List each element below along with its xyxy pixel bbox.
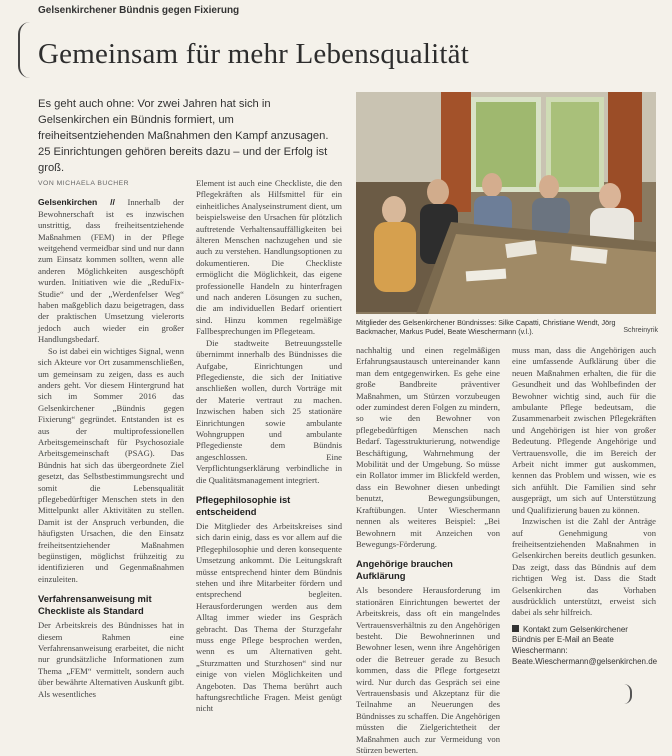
article-photo bbox=[356, 92, 656, 314]
text-column-4 bbox=[512, 345, 656, 667]
kicker: Gelsenkirchener Bündnis gegen Fixierung bbox=[38, 5, 240, 16]
subheading: Angehörige brauchen Aufklärung bbox=[356, 558, 453, 582]
contact-text: Kontakt zum Gelsenkirchener Bündnis per E-Mail an Beate Wieschermann: Beate.Wieschermann@gelsenkirchen.de bbox=[512, 624, 658, 666]
subheading: Verfahrensanweisung mit Checkliste als Standard bbox=[38, 593, 152, 617]
paragraph: Inzwischen ist die Zahl der Anträge auf Genehmigung von freiheitsentziehenden Maßnahmen in Gelsenkirchen bereits deutlich gesunken. Das zeigt, dass das Bündnis auf dem richtigen Weg ist. Dass die Stadt Gelsenkirchen das Vorhaben ausdrücklich unterstützt, erweist sich dabei als sehr hilfreich. bbox=[512, 516, 656, 618]
end-bracket bbox=[622, 684, 632, 704]
paragraph: Die Mitglieder des Arbeitskreises sind sich darin einig, dass es vor allem auf die Pflegephilosophie und deren konsequente Umsetzung ankommt. Die Leitungskraft müsse entsprechend hinter dem Bündnis stehen und ihre Mitarbeiter fördern und entsprechend begleiten. Herausforderungen werden aus dem Alltag immer wieder ins Gespräch gebracht. Das Thema der Sturzgefahr muss enge Pflege besprochen werden, wenn es um Alternativen geht. „Sturzmatten und Sturzhosen“ sind nur einige von vielen Möglichkeiten und Angeboten. Das Thema berührt auch haftungsrechtliche Fragen. Meist genügt nicht bbox=[196, 520, 342, 714]
paragraph: Als besondere Herausforderung im stationären Einrichtungen bewertet der Arbeitskreis, dass oft ein mangelndes Vertrauensverhältnis zu den Angehörigen besteht. Die Bewohnerinnen und Bewohner lesen, wenn ihre Angehörigen oder die Betreuer gerade zu Besuch kommen, dass die Pflege fortgesetzt wird. Nur durch das Gespräch sei eine Vertrauensbasis und Akzeptanz für die Teilnahme an Neuerungen des Bündnisses zu schaffen. Die Angehörigen müssten die Zielgerichtetheit der Maßnahmen auch zur Vermeidung von Stürzen bewerten. bbox=[356, 585, 500, 755]
paragraph bbox=[38, 197, 184, 345]
contact-info bbox=[512, 625, 656, 667]
paragraph: Der Arbeitskreis des Bündnisses hat in diesem Rahmen eine Verfahrensanweisung erarbeitet, die nicht nur grundsätzliche Informationen zum Thema „FEM“ vermittelt, sondern auch über bewährte Alternativen Auskunft gibt. Als wesentliches bbox=[38, 620, 184, 699]
paragraph: Die stadtweite Betreuungsstelle übernimmt innerhalb des Bündnisses die Aufgabe, Einrichtungen und Pflegedienste, die sich der Initiative anschließen wollen, durch Vorträge mit der Materie vertraut zu machen. Inzwischen haben sich 25 stationäre Einrichtungen sowie ambulante Wohngruppen und ambulante Pflegedienste dem Bündnis angeschlossen. Eine Verpflichtungserklärung verbindliche in die Qualitätsmanagement integriert. bbox=[196, 337, 342, 485]
text-column-1 bbox=[38, 178, 184, 700]
photo-credit: Schreinyrik bbox=[623, 327, 658, 334]
byline: VON MICHAELA BUCHER bbox=[38, 180, 130, 187]
paragraph: nachhaltig und einen regelmäßigen Erfahrungsaustausch untereinander kann man dem entgegenwirken. Es gehe eine große Bandbreite präventiver Maßnahmen, um Stürzen vorzubeugen oder zumindest deren Folgen zu mindern, so wie den Bewohner von pflegebedürftigen Menschen nach Bedarf. Tagesstrukturierung, notwendige Beschäftigung, Wahrnehmung der Mobilität und der Umgebung. So müsse ein Rollator immer im Blickfeld werden, dass ein Bewohner diesen unbedingt benutzt, Bewegungsübungen, Kraftübungen. Unter Wieschermann nennen als weiteres Beispiel: „Bei Bewohnern mit Anzeichen von Bewegungs-Förderung. bbox=[356, 345, 500, 549]
meeting-photo-image bbox=[356, 92, 656, 314]
square-bullet-icon bbox=[512, 625, 519, 632]
text-column-2 bbox=[196, 178, 342, 715]
subheading: Pflegephilosophie ist entscheidend bbox=[196, 493, 291, 517]
photo-caption: Mitglieder des Gelsenkirchener Bündnisses: Silke Capatti, Christiane Wendt, Jörg Backmacher, Markus Pudel, Beate Wieschermann (v.l.). bbox=[356, 318, 616, 336]
paragraph: muss man, dass die Angehörigen auch eine umfassende Aufklärung über die neuen Maßnahmen erhalten, die für die Gesundheit und das Wohlbefinden der Bewohner wichtig sind, auch für die ambulante Pflege bedeutsam, die Zusammenarbeit zwischen Pflegekräften und Angehörigen ist hier von großer Bedeutung. Pflegende Angehörige und Vertrauensvolle, die im Bereich der Arbeit nicht immer gut auskommen, kennen das Problem und wissen, wie es sich anfühlt. Die Familien sind sehr ausgeprägt, um sich auf Unterstützung und Qualifizierung bauen zu können. bbox=[512, 345, 656, 515]
headline-bracket bbox=[18, 22, 34, 78]
paragraph: So ist dabei ein wichtiges Signal, wenn sich Akteure vor Ort zusammenschließen, um gemeinsam zu zeigen, dass es auch anders geht. Vor diesem Hintergrund hat sich im Sommer 2016 das Gelsenkirchener „Bündnis gegen Fixierung“ gegründet. Entstanden ist es aus der multiprofessionellen Arbeitsgemeinschaft für Psychosoziale Arbeitsgemeinschaft (PSAG). Das Bündnis hat sich das übergeordnete Ziel gesetzt, das Selbstbestimmungsrecht und somit die Lebensqualität pflegebedürftiger Menschen stets in den Mittelpunkt aller Aktivitäten zu stellen. Damit ist der Anspruch verbunden, die häufigsten Ursachen, die den Einsatz freiheitsentziehender Maßnahmen begünstigen, möglichst frühzeitig zu identifizieren und Gegenmaßnahmen einzuleiten. bbox=[38, 345, 184, 584]
text-column-3 bbox=[356, 345, 500, 756]
headline: Gemeinsam für mehr Lebensqualität bbox=[38, 38, 469, 70]
paragraph-text: Innerhalb der Bewohnerschaft ist es inzwischen unstrittig, dass freiheitsentziehende Maßnahmen (FEM) in der Pflege weitgehend vermeidbar sind und nur dann zum Einsatz kommen sollten, wenn alle anderen Möglichkeiten ausgeschöpft wurden. Initiativen wie die „ReduFix-Studie“ und der „Werdenfelser Weg“ haben maßgeblich dazu beigetragen, dass der praktischen Umsetzung vielerorts jedoch auch wieder ein großer Handlungsbedarf. bbox=[38, 197, 184, 345]
dateline: Gelsenkirchen // bbox=[38, 197, 115, 208]
lead-paragraph: Es geht auch ohne: Vor zwei Jahren hat sich in Gelsenkirchen ein Bündnis formiert, um freiheitsentziehenden Maßnahmen den Kampf anzusagen. 25 Einrichtungen gehören bereits dazu – und der Erfolg ist groß. bbox=[38, 98, 329, 174]
paragraph: Element ist auch eine Checkliste, die den Pflegekräften als Hilfsmittel für ein einheitliches Analyseinstrument dient, um beispielsweise den Ursachen für plötzlich auftretende Verhaltensauffälligkeiten bei älteren Menschen nachzugehen und sie auch zu verstehen. Handlungsoptionen zu dokumentieren. Die Checkliste ermöglicht die Möglichkeit, das eigene professionelle Handeln zu hinterfragen und nach anderen Lösungen zu suchen, die am individuellen Bedarf orientiert sind. Hinzu kommen regelmäßige Fallbesprechungen im Pflegeteam. bbox=[196, 178, 342, 337]
